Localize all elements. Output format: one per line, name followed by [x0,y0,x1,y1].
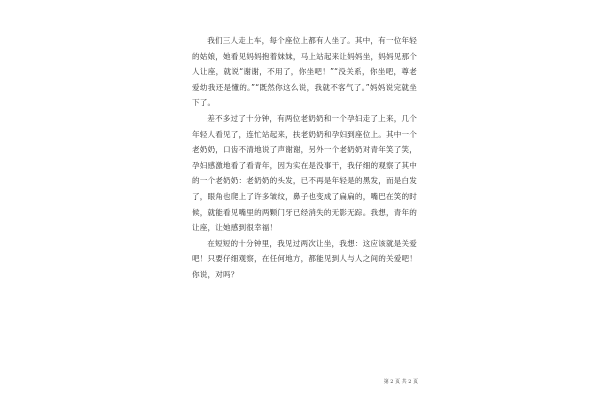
page-number-footer: 第 2 页 共 2 页 [383,379,418,385]
essay-body [192,33,417,283]
paragraph-2: 差不多过了十分钟，有两位老奶奶和一个孕妇走了上来，几个年轻人看见了，连忙站起来，扶老奶奶和孕妇到座位上。其中一个老奶奶，口齿不清地说了声谢谢，另外一个老奶奶对青年笑了笑，孕妇感激地看了看青年，因为实在是没事干，我仔细的观察了其中的一个老奶奶：老奶奶的头发，已不再是年轻是的黑发，而是白发了，眼角也爬上了许多皱纹，鼻子也变成了扁扁的，嘴巴在笑的时候，就能看见嘴里的两颗门牙已经消失的无影无踪。我想，青年的让座，让她感到很幸福！ [192,113,417,233]
paragraph-3: 在短短的十分钟里，我见过两次让坐，我想：这应该就是关爱吧！只要仔细观察，在任何地方，都能见到人与人之间的关爱吧！你说，对吗？ [192,238,417,279]
paragraph-1: 我们三人走上车，每个座位上都有人坐了。其中，有一位年轻的姑娘，她看见妈妈抱着妹妹，马上站起来让妈妈坐，妈妈见那个人让座，就说“谢谢，不用了，你坐吧！”“没关系，你坐吧，尊老爱幼我还是懂的。”“既然你这么说，我就不客气了。”妈妈说完就坐下了。 [192,36,417,108]
